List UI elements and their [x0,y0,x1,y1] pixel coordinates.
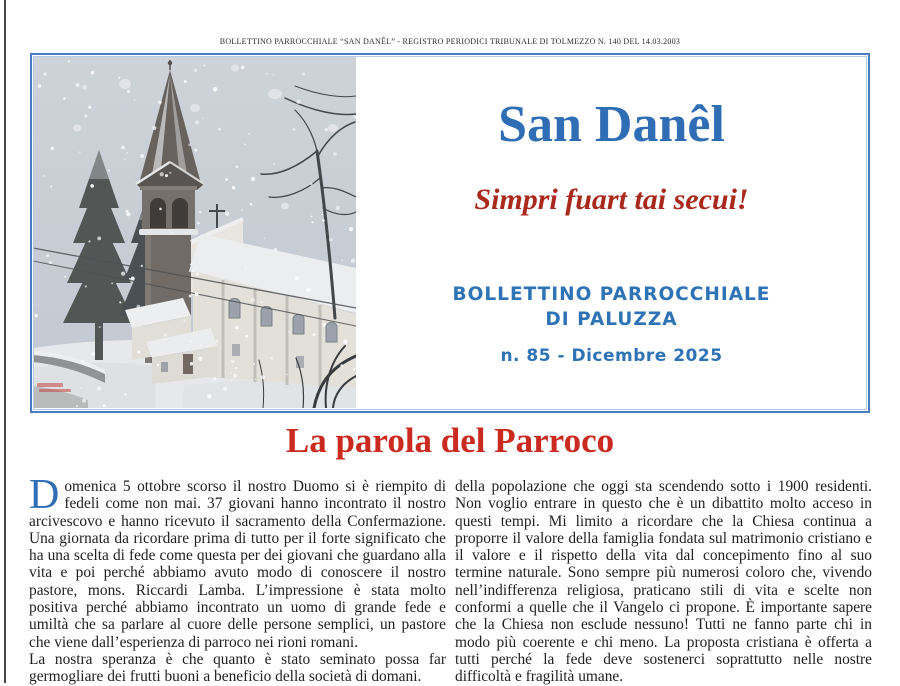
masthead-subtitle-line1: BOLLETTINO PARROCCHIALE [452,284,771,306]
paragraph-2: La nostra speranza è che quanto è stato seminato possa far germogliare dei frutti buoni a beneficio della società di domani. [29,650,446,686]
church-snow-illustration [33,56,356,408]
paragraph-1-text: omenica 5 ottobre scorso il nostro Duomo si è riempito di fedeli come non mai. 37 giovani hanno incontrato il nostro arcivescovo e hanno ricevuto il sacramento della Confermazione. Una giornata da ricordare prima di tutto per il forte significato che ha una scelta di fede come questa per dei giovani che guardano alla vita e poi perché abbiamo avuto modo di conoscere il nostro pastore, mons. Riccardi Lamba. L’impressione è stata molto positiva perché abbiamo incontrato un uomo di grande fede e umiltà che sa parlare al cuore delle persone semplici, un pastore che viene dall’esperienza di parroco nei rioni romani. [29,478,446,651]
masthead-right [356,56,867,410]
registry-line: BOLLETTINO PARROCCHIALE “SAN DANÊL” - REGISTRO PERIODICI TRIBUNALE DI TOLMEZZO N. 140 DEL 14.03.2003 [219,37,681,46]
page-edge-line [4,0,6,683]
article-columns [29,472,872,686]
masthead-title: San Danêl [498,96,725,153]
photo-tint [33,56,356,408]
article-column-right [455,478,872,686]
dropcap-letter: D [29,472,60,518]
masthead-subtitle [453,283,771,333]
masthead-motto: Simpri fuart tai secui! [474,183,749,217]
masthead-box [30,53,870,413]
article-heading: La parola del Parroco [285,421,615,460]
paragraph-3: della popolazione che oggi sta scendendo sotto i 1900 residenti. Non voglio entrare in questo che è un dibattito molto acceso in questi tempi. Mi limito a ricordare che la Chiesa continua a proporre il valore della famiglia fondata sul matrimonio cristiano e il valore e il rispetto della vita dal concepimento fino al suo termine naturale. Sono sempre più numerosi coloro che, vivendo nell’indifferenza religiosa, praticano stili di vita e scelte non conformi a quelle che il Vangelo ci propone. È importante sapere che la Chiesa non esclude nessuno! Tutti ne fanno parte chi in modo più coerente e chi meno. La proposta cristiana è offerta a tutti perché la fede deve sostenerci soprattutto nelle nostre difficoltà e fragilità umane. [455,478,872,686]
article-column-left [29,472,446,686]
church-snow-photo [33,56,356,408]
masthead-issue: n. 85 - Dicembre 2025 [500,346,723,367]
masthead-subtitle-line2: DI PALUZZA [545,309,678,331]
paragraph-1 [29,472,446,651]
